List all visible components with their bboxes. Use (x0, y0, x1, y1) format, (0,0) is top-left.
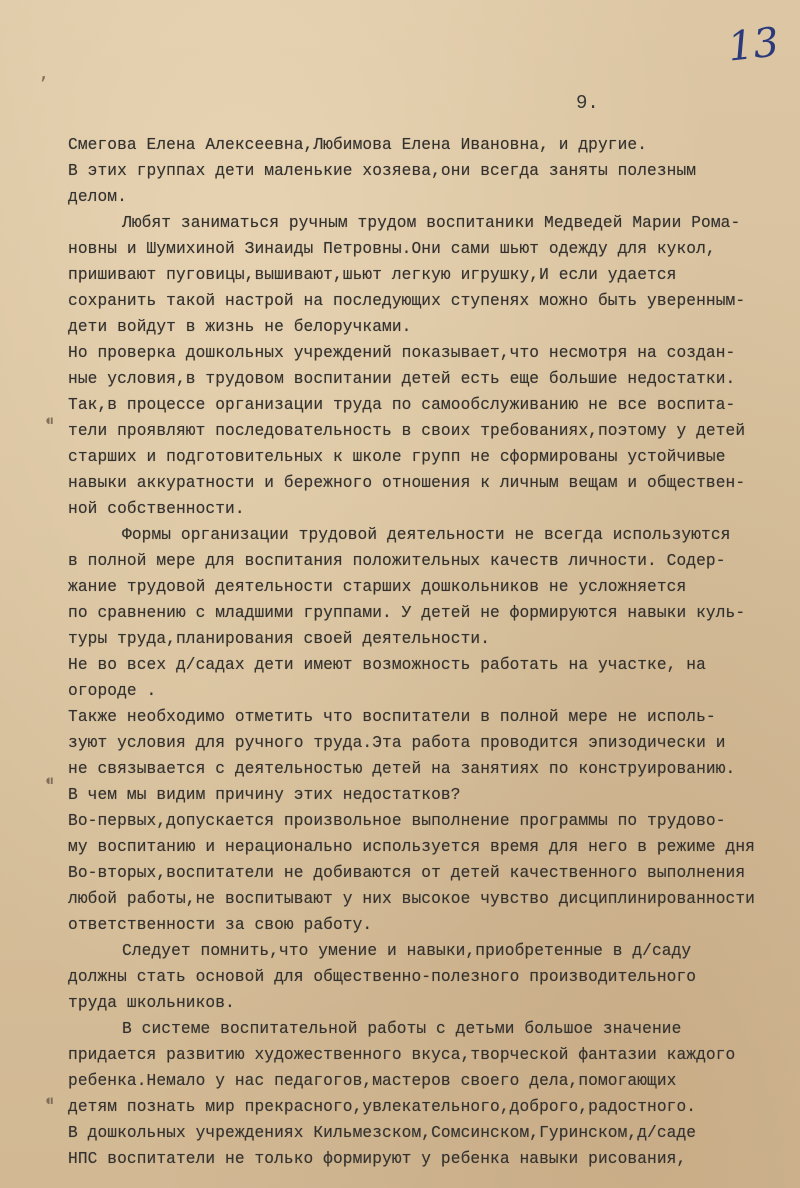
text-line: В этих группах дети маленькие хозяева,они всегда заняты полезным (68, 162, 697, 180)
text-line: Смегова Елена Алексеевна,Любимова Елена Ивановна, и другие. (68, 136, 648, 154)
text-line: Не во всех д/садах дети имеют возможность работать на участке, на (68, 656, 706, 674)
text-line: зуют условия для ручного труда.Эта работа проводится эпизодически и (68, 734, 726, 752)
text-line: пришивают пуговицы,вышивают,шьют легкую игрушку,И если удается (68, 266, 677, 284)
text-line: тели проявляют последовательность в своих требованиях,поэтому у детей (68, 422, 746, 440)
text-line: ной собственности. (68, 500, 245, 518)
margin-mark-icon: ⁌ (44, 770, 55, 795)
text-line: Так,в процессе организации труда по самообслуживанию не все воспита- (68, 396, 736, 414)
text-line: огороде . (68, 682, 157, 700)
margin-mark-icon: ⁌ (44, 410, 55, 435)
text-line: старших и подготовительных к школе групп не сформированы устойчивые (68, 448, 726, 466)
text-line: В системе воспитательной работы с детьми большое значение (122, 1020, 682, 1038)
text-line: Также необходимо отметить что воспитатели в полной мере не исполь- (68, 708, 716, 726)
text-line: должны стать основой для общественно-полезного производительного (68, 968, 697, 986)
text-line: Но проверка дошкольных учреждений показывает,что несмотря на создан- (68, 344, 736, 362)
text-line: туры труда,планирования своей деятельности. (68, 630, 491, 648)
text-line: сохранить такой настрой на последующих ступенях можно быть уверенным- (68, 292, 746, 310)
margin-mark-icon: , (40, 60, 47, 85)
typewritten-text-block (68, 132, 798, 1172)
text-line: детям познать мир прекрасного,увлекательного,доброго,радостного. (68, 1098, 697, 1116)
text-line: Формы организации трудовой деятельности не всегда используются (122, 526, 731, 544)
text-line: навыки аккуратности и бережного отношения к личным вещам и обществен- (68, 474, 746, 492)
text-line: ребенка.Немало у нас педагогов,мастеров своего дела,помогающих (68, 1072, 677, 1090)
margin-mark-icon: ⁌ (44, 1090, 55, 1115)
text-line: Во-первых,допускается произвольное выполнение программы по трудово- (68, 812, 726, 830)
text-line: Во-вторых,воспитатели не добиваются от детей качественного выполнения (68, 864, 746, 882)
text-line: по сравнению с младшими группами. У детей не формируются навыки куль- (68, 604, 746, 622)
text-line: придается развитию художественного вкуса,творческой фантазии каждого (68, 1046, 736, 1064)
text-line: му воспитанию и нерационально используется время для него в режиме дня (68, 838, 755, 856)
text-line: новны и Шумихиной Зинаиды Петровны.Они сами шьют одежду для кукол, (68, 240, 716, 258)
text-line: ответственности за свою работу. (68, 916, 373, 934)
page-number: 9. (576, 92, 599, 114)
text-line: любой работы,не воспитывают у них высокое чувство дисциплинированности (68, 890, 755, 908)
text-line: ные условия,в трудовом воспитании детей есть еще большие недостатки. (68, 370, 736, 388)
text-line: Любят заниматься ручным трудом воспитаники Медведей Марии Рома- (122, 214, 741, 232)
text-line: В чем мы видим причину этих недостатков? (68, 786, 461, 804)
text-line: не связывается с деятельностью детей на занятиях по конструированию. (68, 760, 736, 778)
text-line: труда школьников. (68, 994, 235, 1012)
text-line: в полной мере для воспитания положительных качеств личности. Содер- (68, 552, 726, 570)
text-line: дети войдут в жизнь не белоручками. (68, 318, 412, 336)
text-line: НПС воспитатели не только формируют у ребенка навыки рисования, (68, 1150, 687, 1168)
text-line: В дошкольных учреждениях Кильмезском,Сомсинском,Гуринском,д/саде (68, 1124, 697, 1142)
text-line: делом. (68, 188, 127, 206)
handwritten-folio-number: 13 (725, 19, 782, 71)
text-line: жание трудовой деятельности старших дошкольников не усложняется (68, 578, 687, 596)
text-line: Следует помнить,что умение и навыки,приобретенные в д/саду (122, 942, 692, 960)
